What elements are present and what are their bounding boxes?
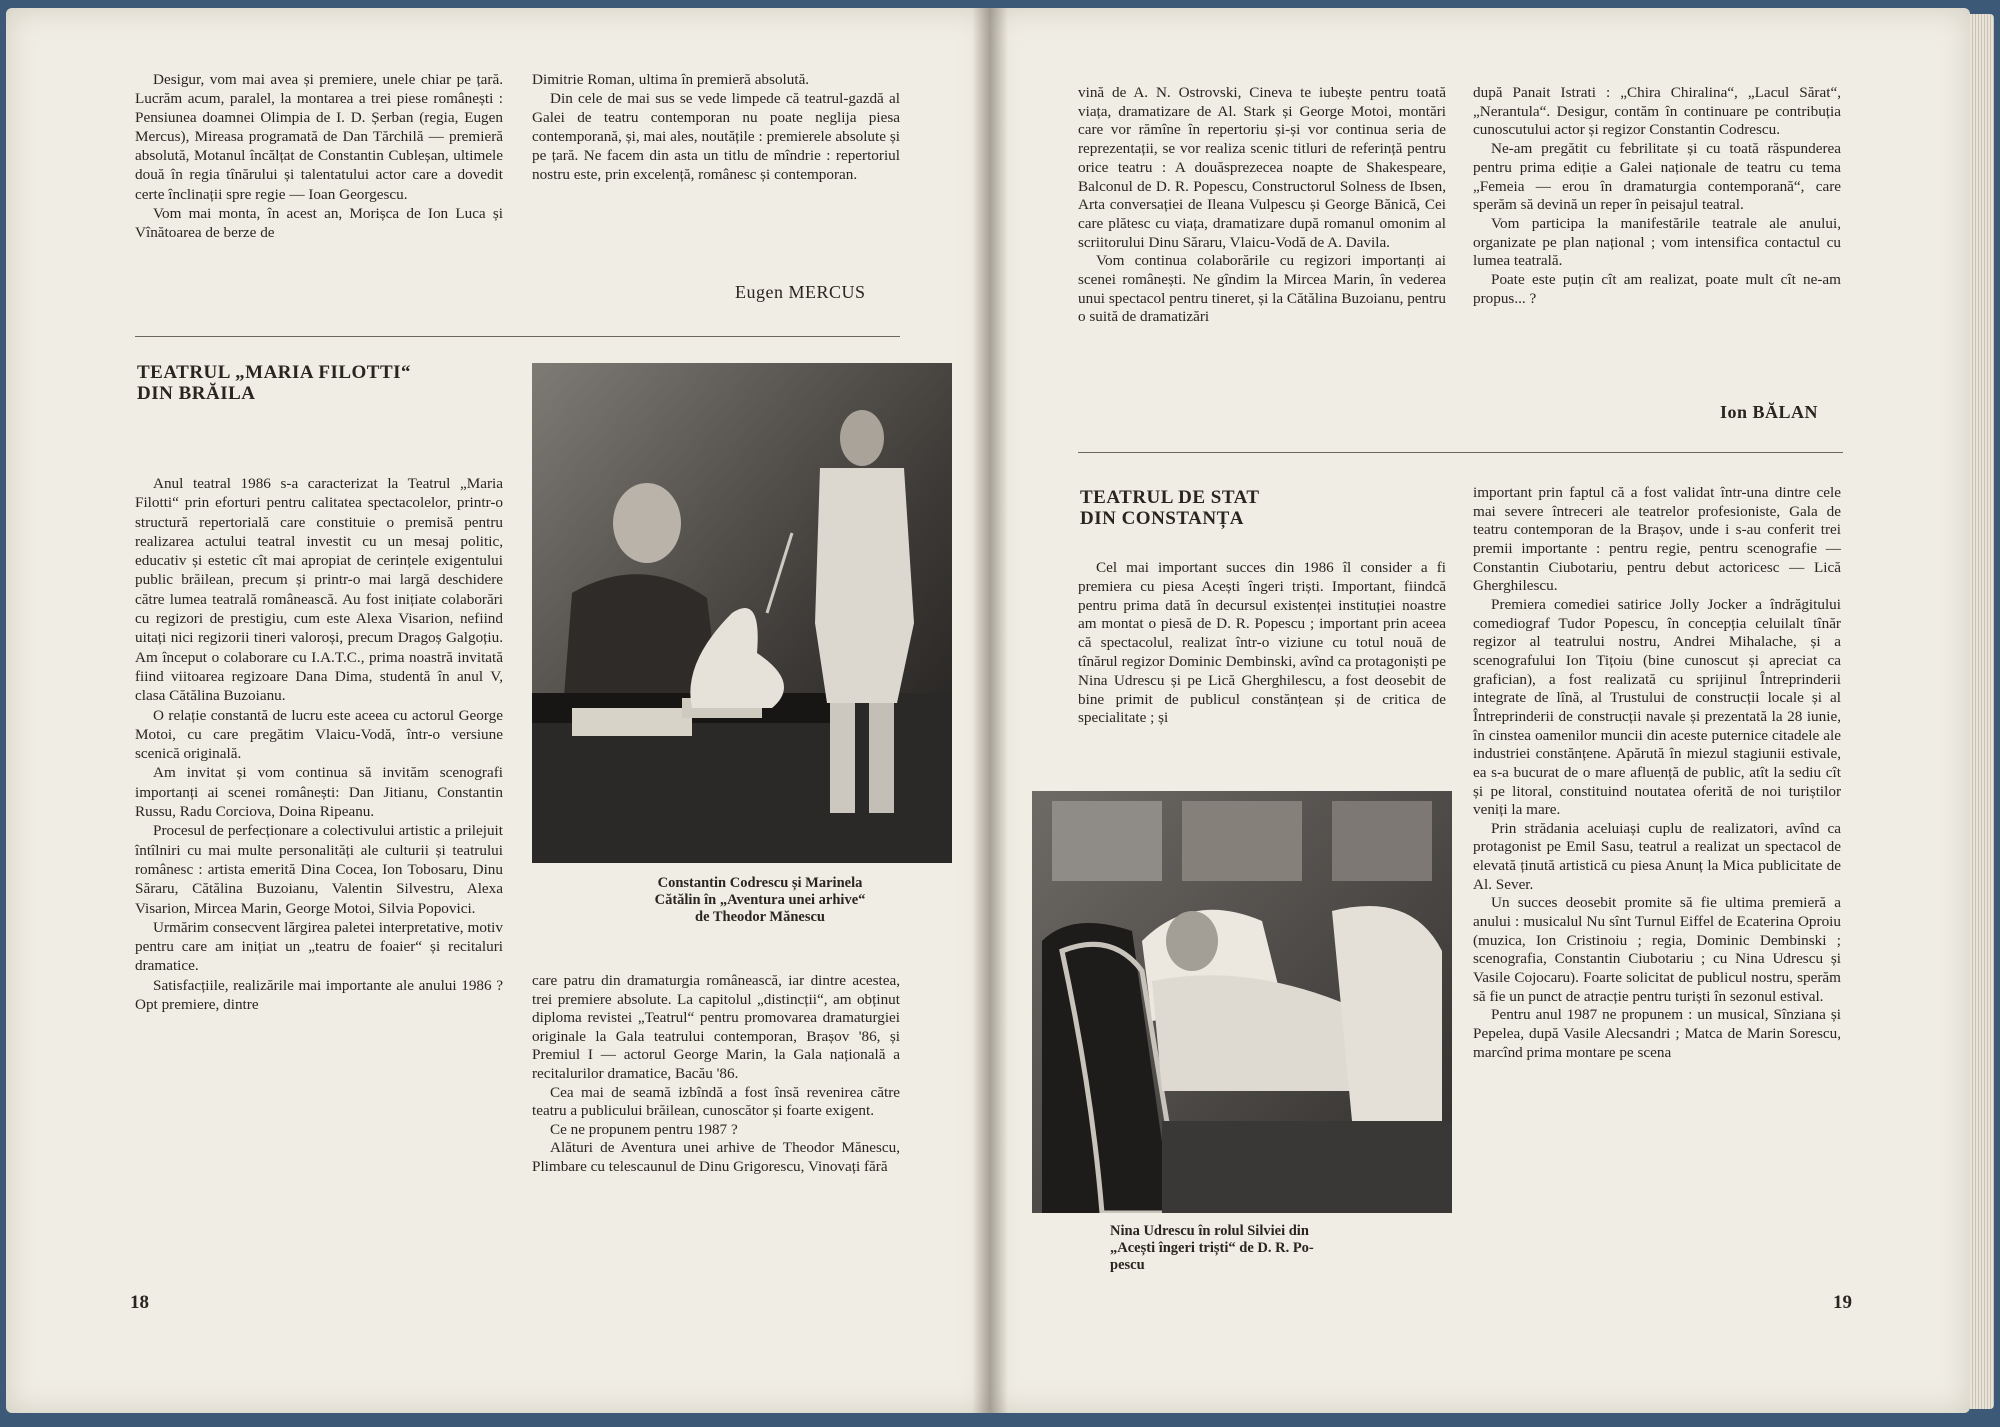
paragraph: vină de A. N. Ostrovski, Cineva te iubește pentru toată viața, dramatizare de Al. Stark și George Motoi, montări care vor rămîne în repertoriu și-și vor continua seria de reprezentații, se vor realiza scenic titluri de referință pentru orice teatru : A douăsprezecea noapte de Shakespeare, Balconul de D. R. Popescu, Constructorul Solness de Ibsen, Arta conversației de Ileana Vulpescu și George Bănică, Cei care plătesc cu viața, dramatizare după romanul omonim al scriitorului Dinu Săraru, Vlaicu-Vodă de A. Davila. bbox=[1078, 84, 1446, 251]
section-heading-braila bbox=[137, 362, 411, 404]
left-col2-top bbox=[532, 70, 900, 185]
paragraph: Alături de Aventura unei arhive de Theodor Mănescu, Plimbare cu telescaunul de Dinu Grigorescu, Vinovați fără bbox=[532, 1139, 900, 1175]
section-divider bbox=[1078, 452, 1843, 453]
caption-line: Cătălin în „Aventura unei arhive“ bbox=[654, 892, 866, 908]
paragraph: Prin strădania aceluiași cuplu de realizatori, avînd ca protagonist pe Emil Sasu, teatrul a realizat un spectacol de elevată ținută artistică cu piesa Anunț la Mica publicitate de Al. Sever. bbox=[1473, 819, 1841, 893]
left-col1-main bbox=[135, 474, 503, 1014]
page-number-left: 18 bbox=[130, 1292, 149, 1313]
paragraph: Ne-am pregătit cu febrilitate și cu toată răspunderea pentru prima ediție a Galei naționale de teatru cu tema „Femeia — erou în dramaturgia contemporană“, care sperăm să devină un reper în peisajul teatral. bbox=[1473, 140, 1841, 214]
book-gutter bbox=[972, 8, 1008, 1413]
page-edges bbox=[1970, 14, 1994, 1409]
heading-line: DIN BRĂILA bbox=[137, 383, 256, 404]
heading-line: DIN CONSTANȚA bbox=[1080, 508, 1244, 529]
left-col2-main bbox=[532, 972, 900, 1177]
paragraph: care patru din dramaturgia românească, iar dintre acestea, trei premiere absolute. La capitolul „distincții“, am obținut diploma revistei „Teatrul“ pentru promovarea dramaturgiei originale la Gala teatrului contemporan, Brașov '86, și Premiul I — actorul George Marin, la Gala națională a recitalurilor dramatice, Bacău '86. bbox=[532, 972, 900, 1082]
page-number-right: 19 bbox=[1833, 1292, 1852, 1313]
section-heading-constanta bbox=[1080, 487, 1260, 529]
caption-line: Nina Udrescu în rolul Silviei din bbox=[1110, 1223, 1309, 1239]
right-col1-main bbox=[1078, 559, 1446, 728]
paragraph: după Panait Istrati : „Chira Chiralina“, „Lacul Sărat“, „Nerantula“. Desigur, contăm în continuare pe contribuția cunoscutului actor și regizor Constantin Codrescu. bbox=[1473, 84, 1841, 139]
paragraph: important prin faptul că a fost validat într-una dintre cele mai severe întreceri ale teatrelor profesioniste, Gala de teatru contemporan de la Brașov, unde i s-au conferit trei premii importante : pentru regie, pentru scenografie — Constantin Ciubotariu, pentru debut actoricesc — Lică Gherghilescu. bbox=[1473, 484, 1841, 595]
paragraph: Satisfacțiile, realizările mai importante ale anului 1986 ? Opt premiere, dintre bbox=[135, 976, 503, 1014]
caption-line: „Acești îngeri triști“ de D. R. Po- bbox=[1110, 1240, 1314, 1256]
caption-line: Constantin Codrescu și Marinela bbox=[657, 875, 863, 891]
caption-line: de Theodor Mănescu bbox=[695, 909, 825, 925]
photo-scene bbox=[532, 363, 952, 863]
photo-aventura-unei-arhive bbox=[532, 363, 952, 863]
right-col2-top bbox=[1473, 84, 1841, 308]
photo-scene bbox=[1032, 791, 1452, 1213]
photo-acesti-ingeri-tristi bbox=[1032, 791, 1452, 1213]
paragraph: Vom continua colaborările cu regizori importanți ai scenei românești. Ne gîndim la Mircea Marin, în vederea unui spectacol pentru tineret, și la Cătălina Buzoianu, pentru o suită de dramatizări bbox=[1078, 252, 1446, 326]
photo-caption-right bbox=[1110, 1223, 1450, 1274]
paragraph: Ce ne propunem pentru 1987 ? bbox=[550, 1120, 738, 1138]
right-col2-main bbox=[1473, 484, 1841, 1062]
author-signature: Eugen MERCUS bbox=[735, 282, 866, 302]
right-col1-top bbox=[1078, 84, 1446, 327]
paragraph: Am invitat și vom continua să invităm scenografi importanți ai scenei românești: Dan Jitianu, Constantin Russu, Radu Corciova, Doina Ripeanu. bbox=[135, 764, 503, 821]
paragraph: Desigur, vom mai avea și premiere, unele chiar pe țară. Lucrăm acum, paralel, la montarea a trei piese românești : Pensiunea doamnei Olimpia de I. D. Șerban (regia, Eugen Mercus), Mireasa programată de Dan Tărchilă — premieră absolută, Motanul încălțat de Constantin Cubleșan, ultimele două în regia tînărului și talentatului actor care a dovedit certe înclinații spre regie — Ioan Georgescu. bbox=[135, 71, 503, 203]
caption-line: pescu bbox=[1110, 1257, 1145, 1273]
paragraph: Cel mai important succes din 1986 îl consider a fi premiera cu piesa Acești îngeri triști. Important, fiindcă pentru prima dată în decursul existenței instituției noastre am montat o piesă de D. R. Popescu ; important prin aceea că spectacolul, realizat într-o viziune cu totul nouă de tînărul regizor Dominic Dembinski, avînd ca protagoniști pe Nina Udrescu și pe Lică Gherghilescu, a fost deosebit de bine primit de publicul constănțean și de critica de specialitate ; și bbox=[1078, 559, 1446, 727]
paragraph: Din cele de mai sus se vede limpede că teatrul-gazdă al Galei de teatru contemporan nu poate neglija piesa contemporană, și, mai ales, noutățile : premierele absolute și pe țară. Ne facem din asta un titlu de mîndrie : repertoriul nostru este, prin excelență, românesc și contemporan. bbox=[532, 90, 900, 184]
paragraph: Premiera comediei satirice Jolly Jocker a îndrăgitului comediograf Tudor Popescu, în concepția celuilalt tînăr regizor al teatrului nostru, Andrei Mihalache, și a scenografului Ion Tițoiu (bine cunoscut și apreciat ca grafician), a fost realizată cu sprijinul Întreprinderii integrate de lînă, al Trustului de construcții locale și al Întreprinderii de construcții navale și prezentată la 28 iunie, în cinstea oamenilor muncii din aceste puternice citadele ale industriei constănțene. Apărută în miezul stagiunii estivale, ea s-a bucurat de o mare afluență de public, atît la sediu cît și pe litoral, constituind noutatea oferită de noi turiștilor veniți la mare. bbox=[1473, 595, 1841, 819]
paragraph: Cea mai de seamă izbîndă a fost însă revenirea către teatru a publicului brăilean, cunoscător și foarte exigent. bbox=[532, 1083, 900, 1120]
photo-caption-left bbox=[555, 875, 965, 926]
paragraph: Vom mai monta, în acest an, Morișca de Ion Luca și Vînătoarea de berze de bbox=[135, 204, 503, 241]
paragraph: O relație constantă de lucru este aceea cu actorul George Motoi, cu care pregătim Vlaicu-Vodă, într-o versiune scenică originală. bbox=[135, 706, 503, 763]
section-divider bbox=[135, 336, 900, 337]
heading-line: TEATRUL DE STAT bbox=[1080, 487, 1260, 508]
author-signature: Ion BĂLAN bbox=[1720, 402, 1819, 422]
paragraph: Procesul de perfecționare a colectivului artistic a prilejuit întîlniri cu mai multe personalități ale culturii și teatrului românesc : artista emerită Dina Cocea, Ion Tobosaru, Dinu Săraru, Cătălina Buzoianu, Valentin Silvestru, Alexa Visarion, Mircea Marin, George Motoi, Silvia Popovici. bbox=[135, 822, 503, 917]
paragraph: Pentru anul 1987 ne propunem : un musical, Sînziana și Pepelea, după Vasile Alecsandri ; Matca de Marin Sorescu, marcînd prima montare pe scena bbox=[1473, 1006, 1841, 1061]
heading-line: TEATRUL „MARIA FILOTTI“ bbox=[137, 362, 412, 383]
paragraph: Un succes deosebit promite să fie ultima premieră a anului : musicalul Nu sînt Turnul Eiffel de Ecaterina Oproiu (muzica, Ion Cristinoiu ; regia, Dominic Dembinski ; scenografia, Constantin Ciubotariu ; cu Nina Udrescu și Vasile Cojocaru). Foarte solicitat de publicul nostru, sperăm să fie un punct de atracție pentru turiști în sezonul estival. bbox=[1473, 894, 1841, 1005]
paragraph: Urmărim consecvent lărgirea paletei interpretative, motiv pentru care am inițiat un „teatru de foaier“ și recitaluri dramatice. bbox=[135, 918, 503, 975]
paragraph: Vom participa la manifestările teatrale ale anului, organizate pe plan național ; vom intensifica contactul cu lumea teatrală. bbox=[1473, 214, 1841, 270]
paragraph: Dimitrie Roman, ultima în premieră absolută. bbox=[532, 71, 810, 88]
paragraph: Anul teatral 1986 s-a caracterizat la Teatrul „Maria Filotti“ prin eforturi pentru calitatea spectacolelor, printr-o structură repertorială care constituie o premisă pentru realizarea actului teatral investit cu un mesaj politic, educativ și estetic cît mai apropiat de cerințele exigentului public brăilean, precum și printr-o mai largă deschidere către lumea teatrală românească. Au fost inițiate colaborări cu regizori de prestigiu, cum este Alexa Visarion, nefiind uitați nici regizorii tineri valoroși, precum Dragoș Galgoțiu. Am început o colaborare cu I.A.T.C., prima noastră invitată fiind viitoarea regizoare Dana Dima, studentă în anul V, clasa Cătălina Buzoianu. bbox=[135, 475, 503, 705]
paragraph: Poate este puțin cît am realizat, poate mult cît ne-am propus... ? bbox=[1473, 271, 1841, 307]
left-col1-top bbox=[135, 70, 503, 242]
